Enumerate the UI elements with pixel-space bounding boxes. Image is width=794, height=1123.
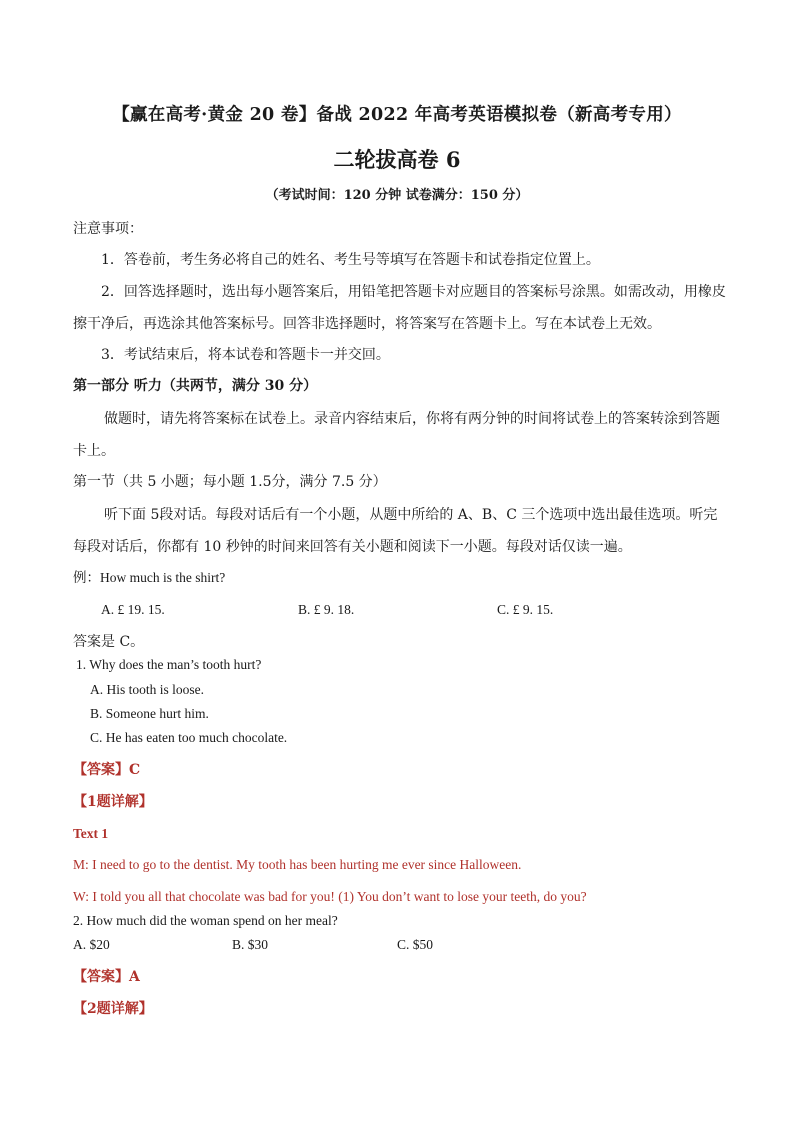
exam-subtitle: 二轮拔高卷 6 <box>333 147 461 172</box>
part1-heading: 第一部分 听力（共两节，满分 30 分） <box>73 378 318 394</box>
q1-question: 1. Why does the man’s tooth hurt? <box>76 657 262 672</box>
part1-intro-line-2: 卡上。 <box>73 443 115 459</box>
q1-option-c: C. He has eaten too much chocolate. <box>90 730 288 745</box>
section1-heading: 第一节（共 5 小题；每小题 1.5分，满分 7.5 分） <box>73 474 387 490</box>
example-option-a: A. £ 19. 15. <box>101 602 165 617</box>
exam-meta: （考试时间：120 分钟 试卷满分：150 分） <box>265 188 529 203</box>
example-option-b: B. £ 9. 18. <box>298 602 355 617</box>
q1-answer: 【答案】C <box>73 762 141 778</box>
exam-title: 【赢在高考·黄金 20 卷】备战 2022 年高考英语模拟卷（新高考专用） <box>112 105 682 125</box>
part1-intro-line-1: 做题时，请先将答案标在试卷上。录音内容结束后，你将有两分钟的时间将试卷上的答案转涂到答题 <box>104 411 720 427</box>
notes-heading: 注意事项： <box>73 221 143 237</box>
q1-transcript-w: W: I told you all that chocolate was bad for you! (1) You don’t want to lose your teeth, do you? <box>73 889 587 904</box>
q1-detail-heading: 【1题详解】 <box>73 794 153 810</box>
q1-option-b: B. Someone hurt him. <box>90 706 209 721</box>
q2-question: 2. How much did the woman spend on her meal? <box>73 913 338 928</box>
notes-item-1: 1．答卷前，考生务必将自己的姓名、考生号等填写在答题卡和试卷指定位置上。 <box>101 252 600 268</box>
notes-item-2-line-2: 擦干净后，再选涂其他答案标号。回答非选择题时，将答案写在答题卡上。写在本试卷上无效。 <box>73 316 661 332</box>
q1-option-a: A. His tooth is loose. <box>90 682 205 697</box>
section1-line-2: 每段对话后，你都有 10 秒钟的时间来回答有关小题和阅读下一小题。每段对话仅读一遍。 <box>73 539 632 555</box>
section1-line-1: 听下面 5段对话。每段对话后有一个小题，从题中所给的 A、B、C 三个选项中选出最佳选项。听完 <box>104 507 718 523</box>
example-option-c: C. £ 9. 15. <box>497 602 554 617</box>
q2-detail-heading: 【2题详解】 <box>73 1001 153 1017</box>
notes-item-3: 3．考试结束后，将本试卷和答题卡一并交回。 <box>101 347 390 363</box>
q1-transcript-m: M: I need to go to the dentist. My tooth has been hurting me ever since Halloween. <box>73 857 522 872</box>
q2-option-c: C. $50 <box>397 937 434 952</box>
notes-item-2-line-1: 2．回答选择题时，选出每小题答案后，用铅笔把答题卡对应题目的答案标号涂黑。如需改动，用橡皮 <box>101 284 726 300</box>
example-question: 例：How much is the shirt? <box>73 570 226 585</box>
q2-option-a: A. $20 <box>73 937 110 952</box>
q2-answer: 【答案】A <box>73 969 140 985</box>
q1-text-label: Text 1 <box>73 826 109 841</box>
example-answer: 答案是 C。 <box>73 634 145 650</box>
q2-option-b: B. $30 <box>232 937 269 952</box>
